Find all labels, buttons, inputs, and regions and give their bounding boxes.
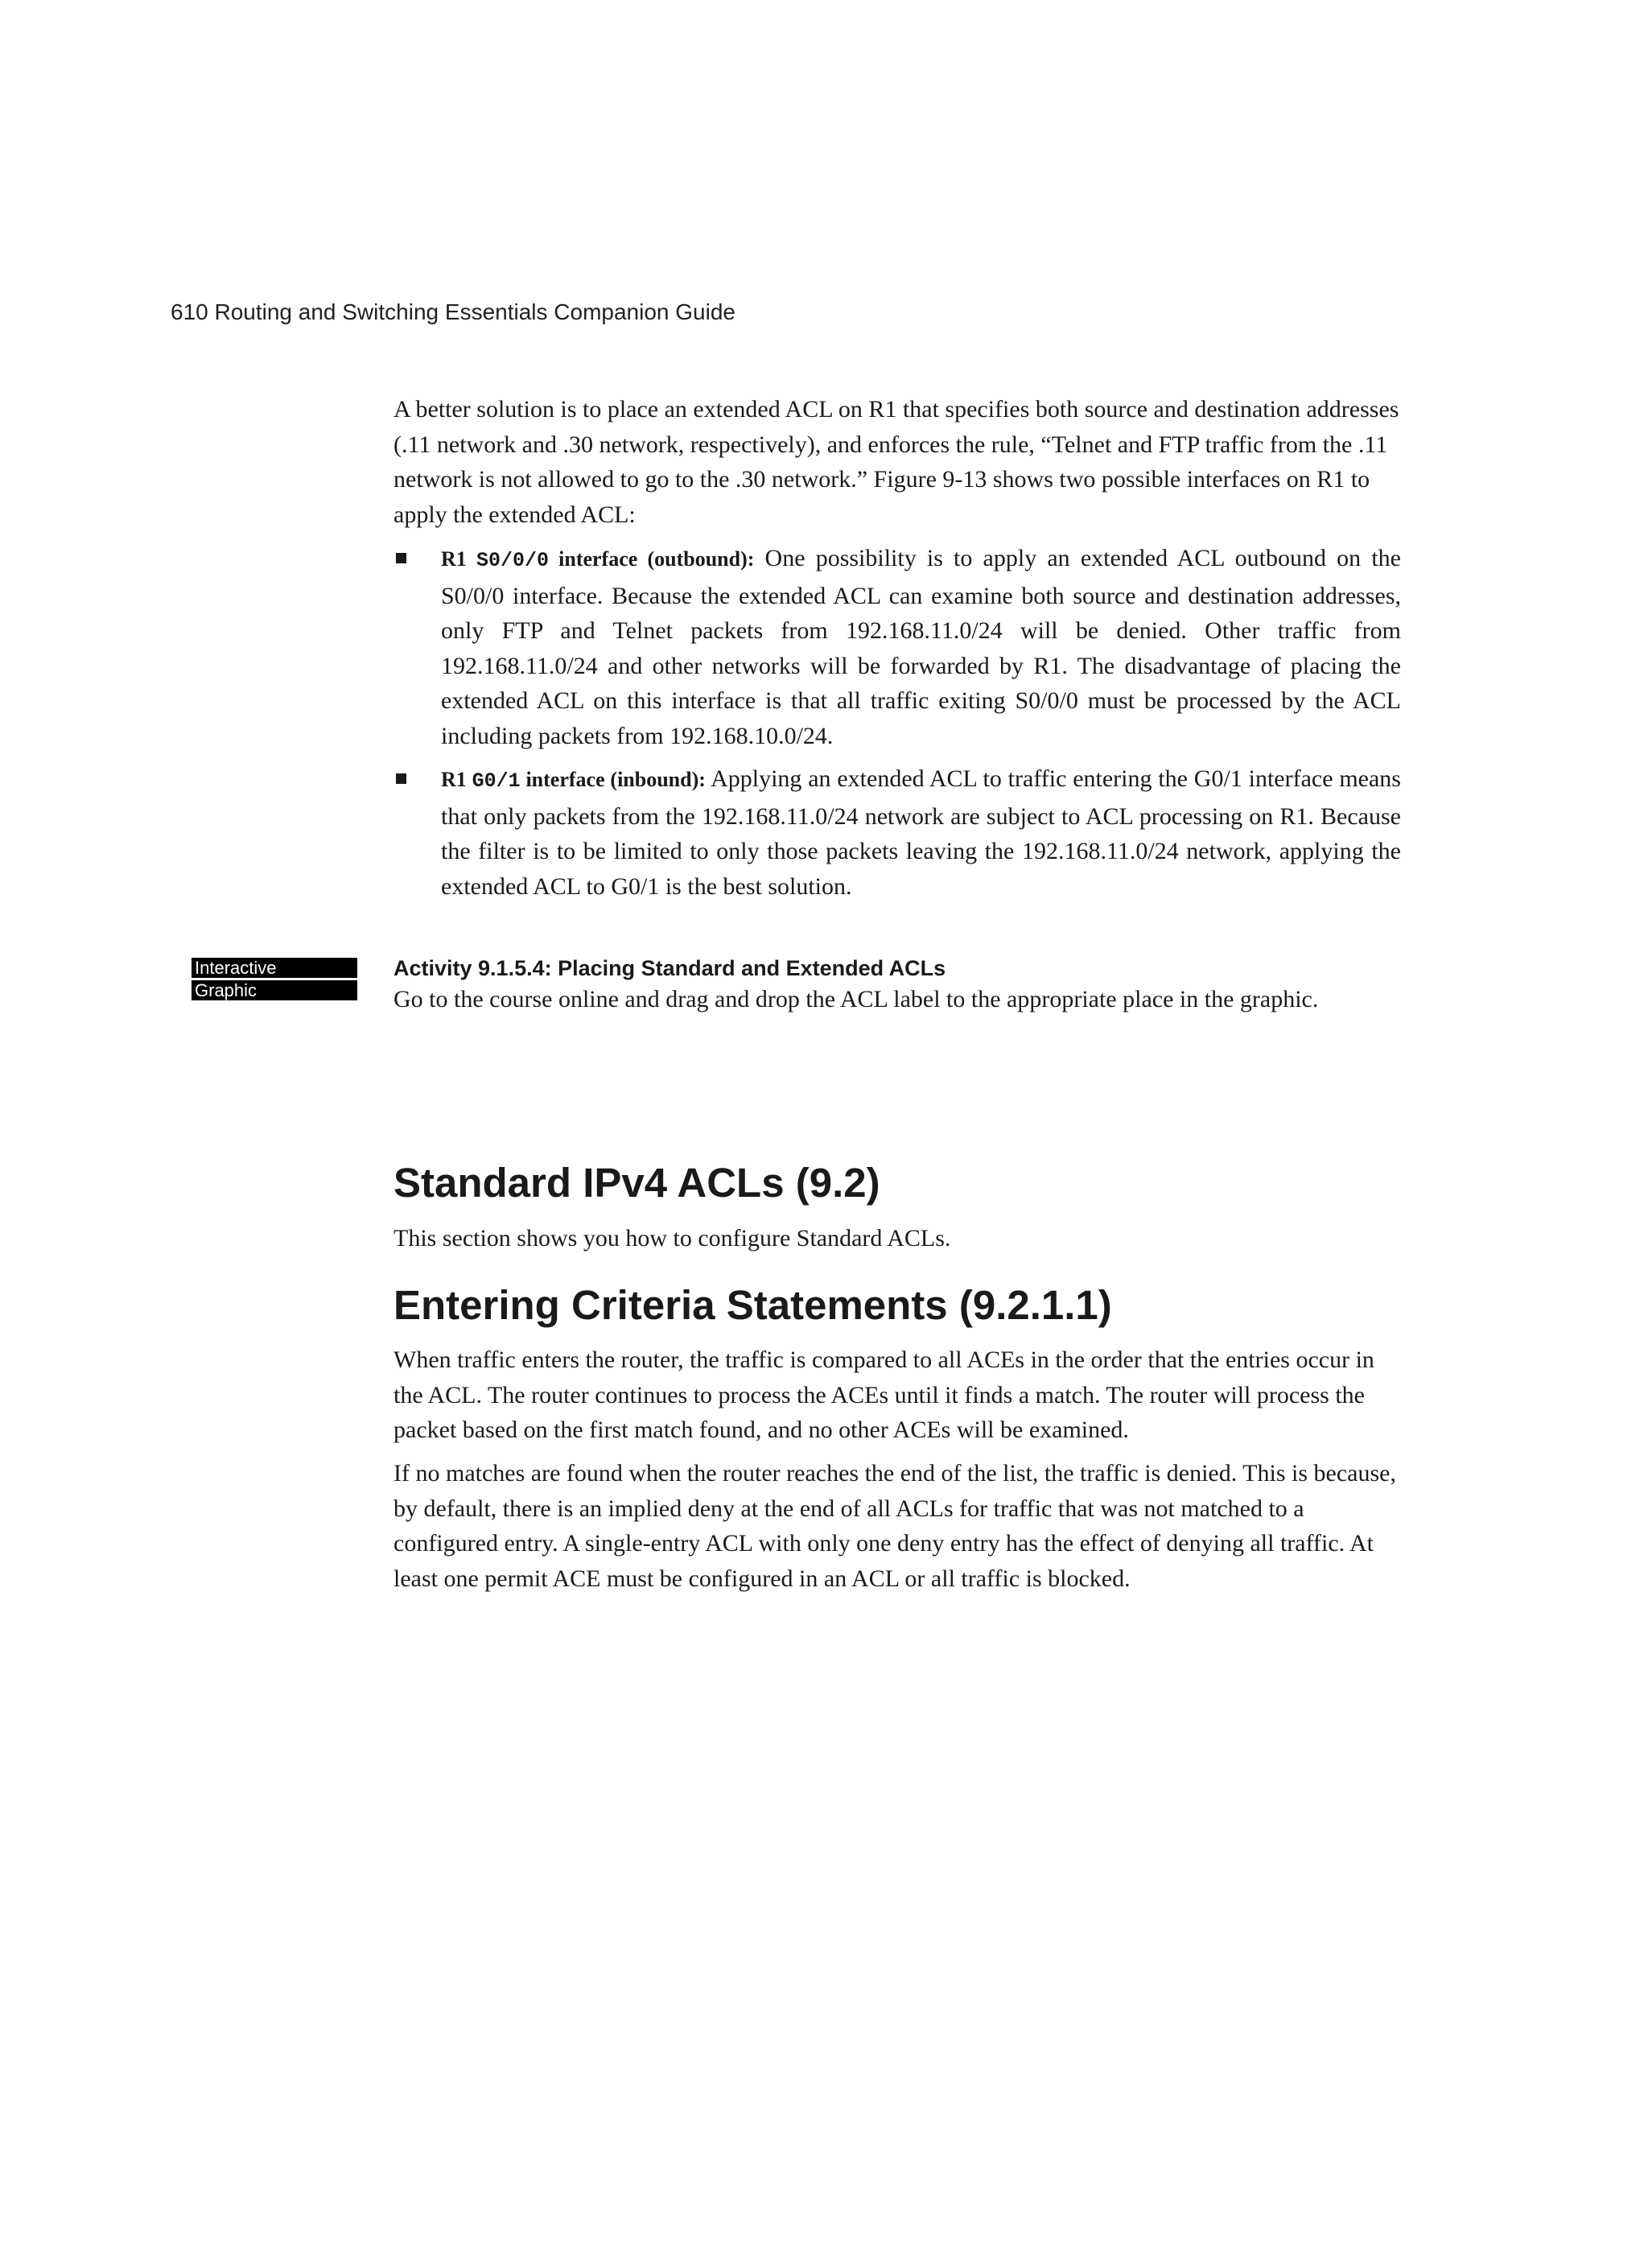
subsection-paragraph-1: When traffic enters the router, the traffic is compared to all ACEs in the order that the entries occur in the ACL. The router continues to process the ACEs until it finds a match. The router will process the packet based on the first match found, and no other ACEs will be examined. <box>393 1346 1374 1443</box>
interface-bullet-list <box>393 541 1401 904</box>
section-description: This section shows you how to configure Standard ACLs. <box>393 1225 951 1252</box>
bullet-item-g0-1 <box>393 761 1401 904</box>
activity-title: Activity 9.1.5.4: Placing Standard and Extended ACLs <box>393 956 946 980</box>
bullet-lead: R1 S0/0/0 interface (outbound): <box>441 547 755 572</box>
bullet-item-s0-0-0 <box>393 541 1401 753</box>
subsection-paragraph-2: If no matches are found when the router reaches the end of the list, the traffic is denied. This is because, by default, there is an implied deny at the end of all ACLs for traffic that was not matched to a configured entry. A single-entry ACL with only one deny entry has the effect of denying all traffic. At least one permit ACE must be configured in an ACL or all traffic is blocked. <box>393 1460 1396 1592</box>
bullet-lead: R1 G0/1 interface (inbound): <box>441 768 706 793</box>
badge-label-line2: Graphic <box>192 980 357 1000</box>
activity-description: Go to the course online and drag and drop the ACL label to the appropriate place in the graphic. <box>393 986 1319 1012</box>
section-heading: Standard IPv4 ACLs (9.2) <box>393 1160 880 1206</box>
badge-label-line1: Interactive <box>192 958 357 978</box>
bullet-text: One possibility is to apply an extended ACL outbound on the S0/0/0 interface. Because the extended ACL can examine both source and destination addresses, only FTP and Telnet packets from 192.168.11.0/24 will be denied. Other traffic from 192.168.11.0/24 and other networks will be forwarded by R1. The disadvantage of placing the extended ACL on this interface is that all traffic exiting S0/0/0 must be processed by the ACL including packets from 192.168.10.0/24. <box>441 545 1401 749</box>
subsection-heading: Entering Criteria Statements (9.2.1.1) <box>393 1282 1112 1328</box>
interactive-graphic-badge[interactable] <box>192 958 357 1003</box>
activity-block <box>393 955 1401 1017</box>
running-head: 610 Routing and Switching Essentials Companion Guide <box>171 299 735 324</box>
intro-paragraph: A better solution is to place an extended ACL on R1 that specifies both source and destination addresses (.11 network and .30 network, respectively), and enforces the rule, “Telnet and FTP traffic from the .11 network is not allowed to go to the .30 network.” Figure 9-13 shows two possible interfaces on R1 to apply the extended ACL: <box>393 396 1399 528</box>
square-bullet-icon <box>396 773 406 784</box>
square-bullet-icon <box>396 553 406 563</box>
bullet-text: Applying an extended ACL to traffic entering the G0/1 interface means that only packets from the 192.168.11.0/24 network are subject to ACL processing on R1. Because the filter is to be limited to only those packets leaving the 192.168.11.0/24 network, applying the extended ACL to G0/1 is the best solution. <box>441 765 1401 900</box>
